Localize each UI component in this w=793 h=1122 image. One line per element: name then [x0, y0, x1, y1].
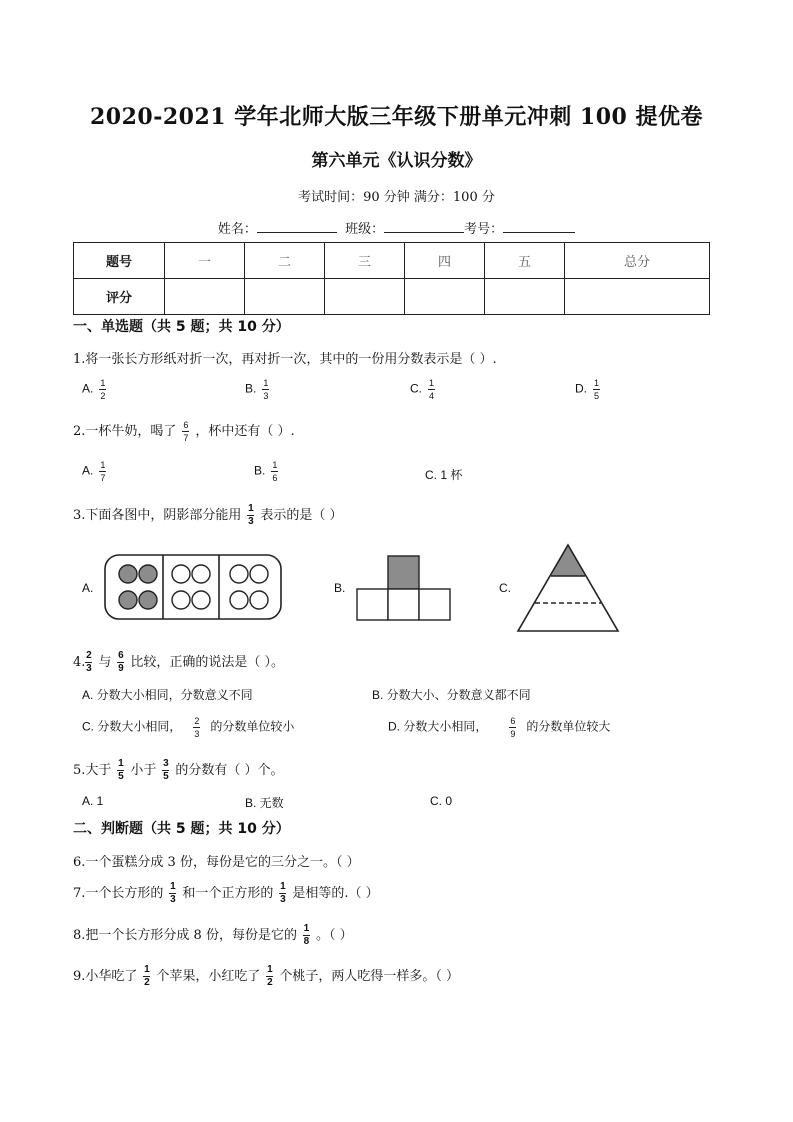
question-6: 6.一个蛋糕分成 3 份，每份是它的三分之一。（ ）: [73, 855, 360, 870]
number-label: 考号：: [464, 222, 504, 237]
empty-circle: [250, 565, 268, 583]
q4-option-c[interactable]: C. 分数大小相同， $\frac{2}{3}$ 的分数单位较小: [82, 716, 295, 739]
empty-square: [357, 589, 388, 620]
empty-square: [419, 589, 450, 620]
question-1: 1.将一张长方形纸对折一次，再对折一次，其中的一份用分数表示是（ ）.: [73, 352, 497, 367]
exam-info: 考试时间：90 分钟 满分：100 分: [298, 190, 495, 205]
q4-option-a[interactable]: A. 分数大小相同，分数意义不同: [82, 688, 253, 702]
score-table-score-row: [74, 279, 710, 315]
question-7: 7.一个长方形的 $\frac{1}{3}$ 和一个正方形的 $\frac{1}{3}$ 是相等的.（ ）: [73, 881, 379, 905]
empty-circle: [192, 591, 210, 609]
question-8: 8.把一个长方形分成 8 份，每份是它的 $\frac{1}{8}$ 。（ ）: [73, 923, 353, 947]
name-blank[interactable]: [257, 220, 337, 233]
section-2-heading: 二、判断题（共 5 题；共 10 分）: [73, 821, 290, 837]
number-blank[interactable]: [503, 220, 575, 233]
q3-figure-b[interactable]: [352, 551, 456, 623]
shaded-tip: [551, 545, 585, 576]
unit-subtitle: 第六单元《认识分数》: [311, 151, 482, 171]
score-cell[interactable]: [165, 279, 245, 315]
score-head: 评分: [74, 279, 165, 315]
student-info-line: [0, 218, 793, 237]
col-1: 一: [165, 243, 245, 279]
empty-circle: [230, 565, 248, 583]
shaded-circle: [139, 565, 157, 583]
q1-option-c[interactable]: C. $\frac{1}{4}$: [410, 378, 434, 401]
q3-option-a-label[interactable]: A.: [82, 581, 94, 595]
class-blank[interactable]: [384, 220, 464, 233]
question-2: 2.一杯牛奶，喝了 $\frac{6}{7}$ ，杯中还有（ ）.: [73, 420, 295, 443]
score-cell[interactable]: [245, 279, 325, 315]
q3-option-b-label[interactable]: B.: [334, 581, 346, 595]
q5-option-c[interactable]: C. 0: [430, 794, 453, 808]
question-3: 3.下面各图中，阴影部分能用 $\frac{1}{3}$ 表示的是（ ）: [73, 503, 343, 527]
col-3: 三: [325, 243, 405, 279]
figure-a-box: [105, 555, 281, 619]
q2-option-a[interactable]: A. $\frac{1}{7}$: [82, 460, 106, 483]
shaded-circle: [139, 591, 157, 609]
empty-square: [388, 589, 419, 620]
score-table-header-row: [74, 243, 710, 279]
col-2: 二: [245, 243, 325, 279]
empty-circle: [230, 591, 248, 609]
q1-option-a[interactable]: A. $\frac{1}{2}$: [82, 378, 106, 401]
q4-option-d[interactable]: D. 分数大小相同， $\frac{6}{9}$ 的分数单位较大: [388, 716, 611, 739]
exam-title: 2020-2021 学年北师大版三年级下册单元冲刺 100 提优卷: [90, 104, 703, 130]
question-number-head: 题号: [74, 243, 165, 279]
empty-circle: [192, 565, 210, 583]
q2-option-b[interactable]: B. $\frac{1}{6}$: [254, 460, 278, 483]
empty-circle: [172, 565, 190, 583]
col-5: 五: [485, 243, 565, 279]
class-label: 班级：: [345, 222, 385, 237]
q3-option-c-label[interactable]: C.: [499, 581, 511, 595]
name-label: 姓名：: [217, 222, 257, 237]
shaded-square: [388, 556, 419, 589]
score-cell[interactable]: [485, 279, 565, 315]
q5-option-b[interactable]: B. 无数: [245, 796, 284, 810]
empty-circle: [172, 591, 190, 609]
col-total: 总分: [565, 243, 710, 279]
question-5: 5.大于 $\frac{1}{5}$ 小于 $\frac{3}{5}$ 的分数有（ ）个。: [73, 758, 284, 782]
q1-option-d[interactable]: D. $\frac{1}{5}$: [575, 378, 599, 401]
q3-figure-c[interactable]: [514, 541, 622, 635]
empty-circle: [250, 591, 268, 609]
score-cell[interactable]: [565, 279, 710, 315]
q2-option-c[interactable]: C. 1 杯: [425, 468, 463, 482]
score-table: [73, 242, 710, 315]
section-1-heading: 一、单选题（共 5 题；共 10 分）: [73, 319, 290, 335]
shaded-circle: [119, 565, 137, 583]
shaded-circle: [119, 591, 137, 609]
q1-option-b[interactable]: B. $\frac{1}{3}$: [245, 378, 269, 401]
col-4: 四: [405, 243, 485, 279]
score-cell[interactable]: [405, 279, 485, 315]
score-cell[interactable]: [325, 279, 405, 315]
q4-option-b[interactable]: B. 分数大小、分数意义都不同: [372, 688, 531, 702]
q5-option-a[interactable]: A. 1: [82, 794, 104, 808]
question-9: 9.小华吃了 $\frac{1}{2}$ 个苹果，小红吃了 $\frac{1}{2}$ 个桃子，两人吃得一样多。（ ）: [73, 964, 460, 988]
q3-figure-a[interactable]: [93, 551, 285, 623]
question-4: 4. $\frac{2}{3}$ 与 $\frac{6}{9}$ 比较，正确的说法是（ ）。: [73, 650, 285, 674]
